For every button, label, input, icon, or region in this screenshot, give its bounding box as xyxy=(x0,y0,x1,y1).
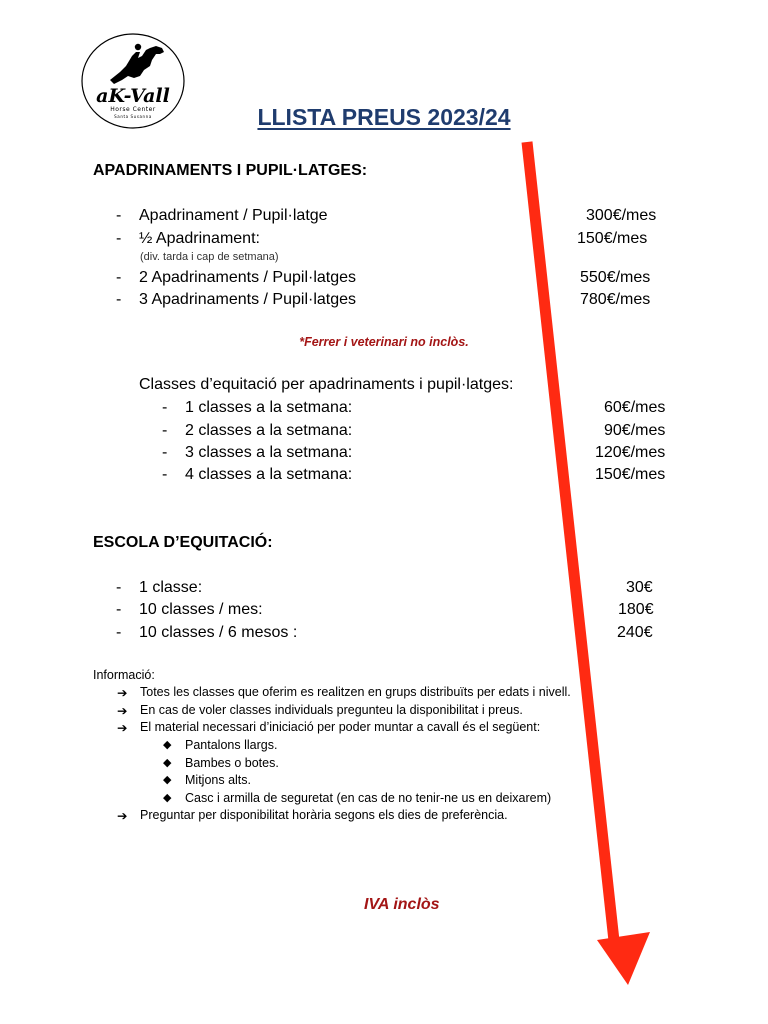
arrow-bullet-icon: ➔ xyxy=(117,704,128,718)
arrowhead-icon xyxy=(597,932,650,985)
logo-location: Santa Susanna xyxy=(114,114,152,119)
arrow-bullet-icon: ➔ xyxy=(117,721,128,735)
info-text: El material necessari d’iniciació per poder muntar a cavall és el següent: xyxy=(140,720,541,734)
item-label: 4 classes a la setmana: xyxy=(185,466,353,483)
info-text: En cas de voler classes individuals pregunteu la disponibilitat i preus. xyxy=(140,703,523,717)
sponsorship-heading: APADRINAMENTS I PUPIL·LATGES: xyxy=(93,162,368,179)
arrow-shaft xyxy=(527,142,615,950)
item-price: 240€ xyxy=(617,624,653,641)
item-label: 10 classes / mes: xyxy=(139,601,263,618)
list-dash: - xyxy=(116,230,122,247)
item-label: 2 classes a la setmana: xyxy=(185,422,353,439)
list-dash: - xyxy=(162,466,168,483)
list-dash: - xyxy=(116,579,122,596)
material-text: Bambes o botes. xyxy=(185,756,279,770)
item-price: 150€/mes xyxy=(577,230,648,247)
item-price: 90€/mes xyxy=(604,422,666,439)
logo-subtitle: Horse Center xyxy=(110,106,156,113)
item-label: 10 classes / 6 mesos : xyxy=(139,624,298,641)
item-price: 780€/mes xyxy=(580,291,651,308)
info-text: Preguntar per disponibilitat horària segons els dies de preferència. xyxy=(140,808,508,822)
item-label: ½ Apadrinament: xyxy=(139,230,260,247)
list-dash: - xyxy=(116,291,122,308)
item-price: 180€ xyxy=(618,601,654,618)
material-text: Mitjons alts. xyxy=(185,773,251,787)
classes-intro: Classes d’equitació per apadrinaments i pupil·latges: xyxy=(139,376,514,393)
item-price: 150€/mes xyxy=(595,466,666,483)
item-price: 550€/mes xyxy=(580,269,651,286)
item-label: 3 classes a la setmana: xyxy=(185,444,353,461)
diamond-bullet-icon: ◆ xyxy=(163,739,172,751)
list-dash: - xyxy=(116,601,122,618)
diamond-bullet-icon: ◆ xyxy=(163,792,172,804)
diamond-bullet-icon: ◆ xyxy=(163,774,172,786)
footnote: *Ferrer i veterinari no inclòs. xyxy=(299,335,469,349)
item-price: 30€ xyxy=(626,579,653,596)
list-dash: - xyxy=(116,624,122,641)
item-label: 1 classe: xyxy=(139,579,203,596)
item-price: 60€/mes xyxy=(604,399,666,416)
school-heading: ESCOLA D’EQUITACIÓ: xyxy=(93,534,273,551)
list-dash: - xyxy=(116,269,122,286)
item-label: 2 Apadrinaments / Pupil·latges xyxy=(139,269,357,286)
page-title: LLISTA PREUS 2023/24 xyxy=(257,104,511,130)
arrow-bullet-icon: ➔ xyxy=(117,809,128,823)
item-label: Apadrinament / Pupil·latge xyxy=(139,207,328,224)
item-price: 300€/mes xyxy=(586,207,657,224)
item-label: 1 classes a la setmana: xyxy=(185,399,353,416)
list-dash: - xyxy=(162,422,168,439)
list-dash: - xyxy=(162,399,168,416)
logo-name: aK-Vall xyxy=(96,85,170,107)
arrow-bullet-icon: ➔ xyxy=(117,686,128,700)
list-dash: - xyxy=(162,444,168,461)
diamond-bullet-icon: ◆ xyxy=(163,757,172,769)
info-text: Totes les classes que oferim es realitzen en grups distribuïts per edats i nivell. xyxy=(140,685,571,699)
material-text: Pantalons llargs. xyxy=(185,738,278,752)
item-note: (div. tarda i cap de setmana) xyxy=(140,251,279,263)
item-price: 120€/mes xyxy=(595,444,666,461)
vat-note: IVA inclòs xyxy=(364,896,440,913)
item-label: 3 Apadrinaments / Pupil·latges xyxy=(139,291,357,308)
material-text: Casc i armilla de seguretat (en cas de no tenir-ne us en deixarem) xyxy=(185,791,552,805)
list-dash: - xyxy=(116,207,122,224)
info-heading: Informació: xyxy=(93,668,155,682)
